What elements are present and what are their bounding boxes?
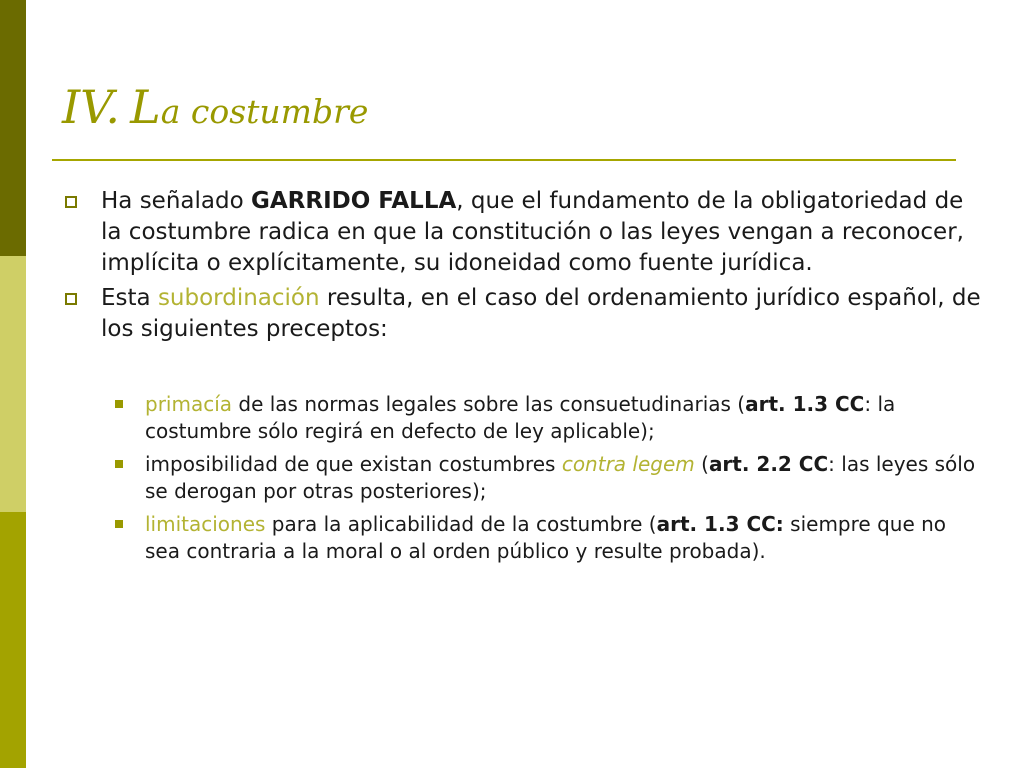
filled-square-icon <box>115 460 123 468</box>
bullet-text: , que el fundamento de la obligatoriedad de la costumbre radica en que la constitución o las leyes vengan a reconocer, implícita o explícitamente, su idoneidad como fuente jurídica. <box>101 188 964 276</box>
slide-content <box>62 186 982 571</box>
title-rest: a costumbre <box>160 92 369 131</box>
author-name: GARRIDO FALLA <box>250 188 457 214</box>
sub-bullet-text: imposibilidad de que existan costumbres <box>145 452 562 476</box>
bullet-text: resulta, en el caso del ordenamiento jurídico español, de los siguientes preceptos: <box>101 285 981 342</box>
highlighted-term: limitaciones <box>145 512 266 536</box>
hollow-square-icon <box>65 293 77 305</box>
title-numeral: IV. <box>62 80 120 134</box>
filled-square-icon <box>115 520 123 528</box>
highlighted-term: primacía <box>145 392 233 416</box>
article-reference: art. 2.2 CC <box>708 452 829 476</box>
sidebar-band-top <box>0 0 26 256</box>
hollow-square-icon <box>65 196 77 208</box>
sidebar-band-bottom <box>0 512 26 768</box>
sub-bullet-text: siempre que no sea contraria a la moral o al orden público y resulte probada). <box>145 512 947 563</box>
highlighted-term: contra legem <box>561 452 695 476</box>
sidebar-decoration <box>0 0 26 768</box>
sub-bullet-text: ( <box>694 452 709 476</box>
page-title <box>62 80 369 134</box>
highlighted-term: subordinación <box>157 285 320 311</box>
sub-bullet-list <box>107 391 982 565</box>
title-divider <box>52 159 956 161</box>
filled-square-icon <box>115 400 123 408</box>
sub-bullet-text: : las leyes sólo se derogan por otras posteriores); <box>145 452 976 503</box>
sub-bullet-item <box>107 451 982 505</box>
sidebar-band-middle <box>0 256 26 512</box>
article-reference: art. 1.3 CC: <box>656 512 784 536</box>
bullet-item <box>62 186 982 279</box>
sub-bullet-item <box>107 391 982 445</box>
bullet-item <box>62 283 982 345</box>
article-reference: art. 1.3 CC <box>745 392 865 416</box>
title-first-letter: L <box>130 80 161 134</box>
bullet-text: Esta <box>101 285 158 311</box>
sub-bullet-text: para la aplicabilidad de la costumbre ( <box>265 512 657 536</box>
bullet-text: Ha señalado <box>101 188 251 214</box>
sub-bullet-text: : la costumbre sólo regirá en defecto de ley aplicable); <box>145 392 896 443</box>
sub-bullet-text: de las normas legales sobre las consuetudinarias ( <box>232 392 746 416</box>
sub-bullet-item <box>107 511 982 565</box>
